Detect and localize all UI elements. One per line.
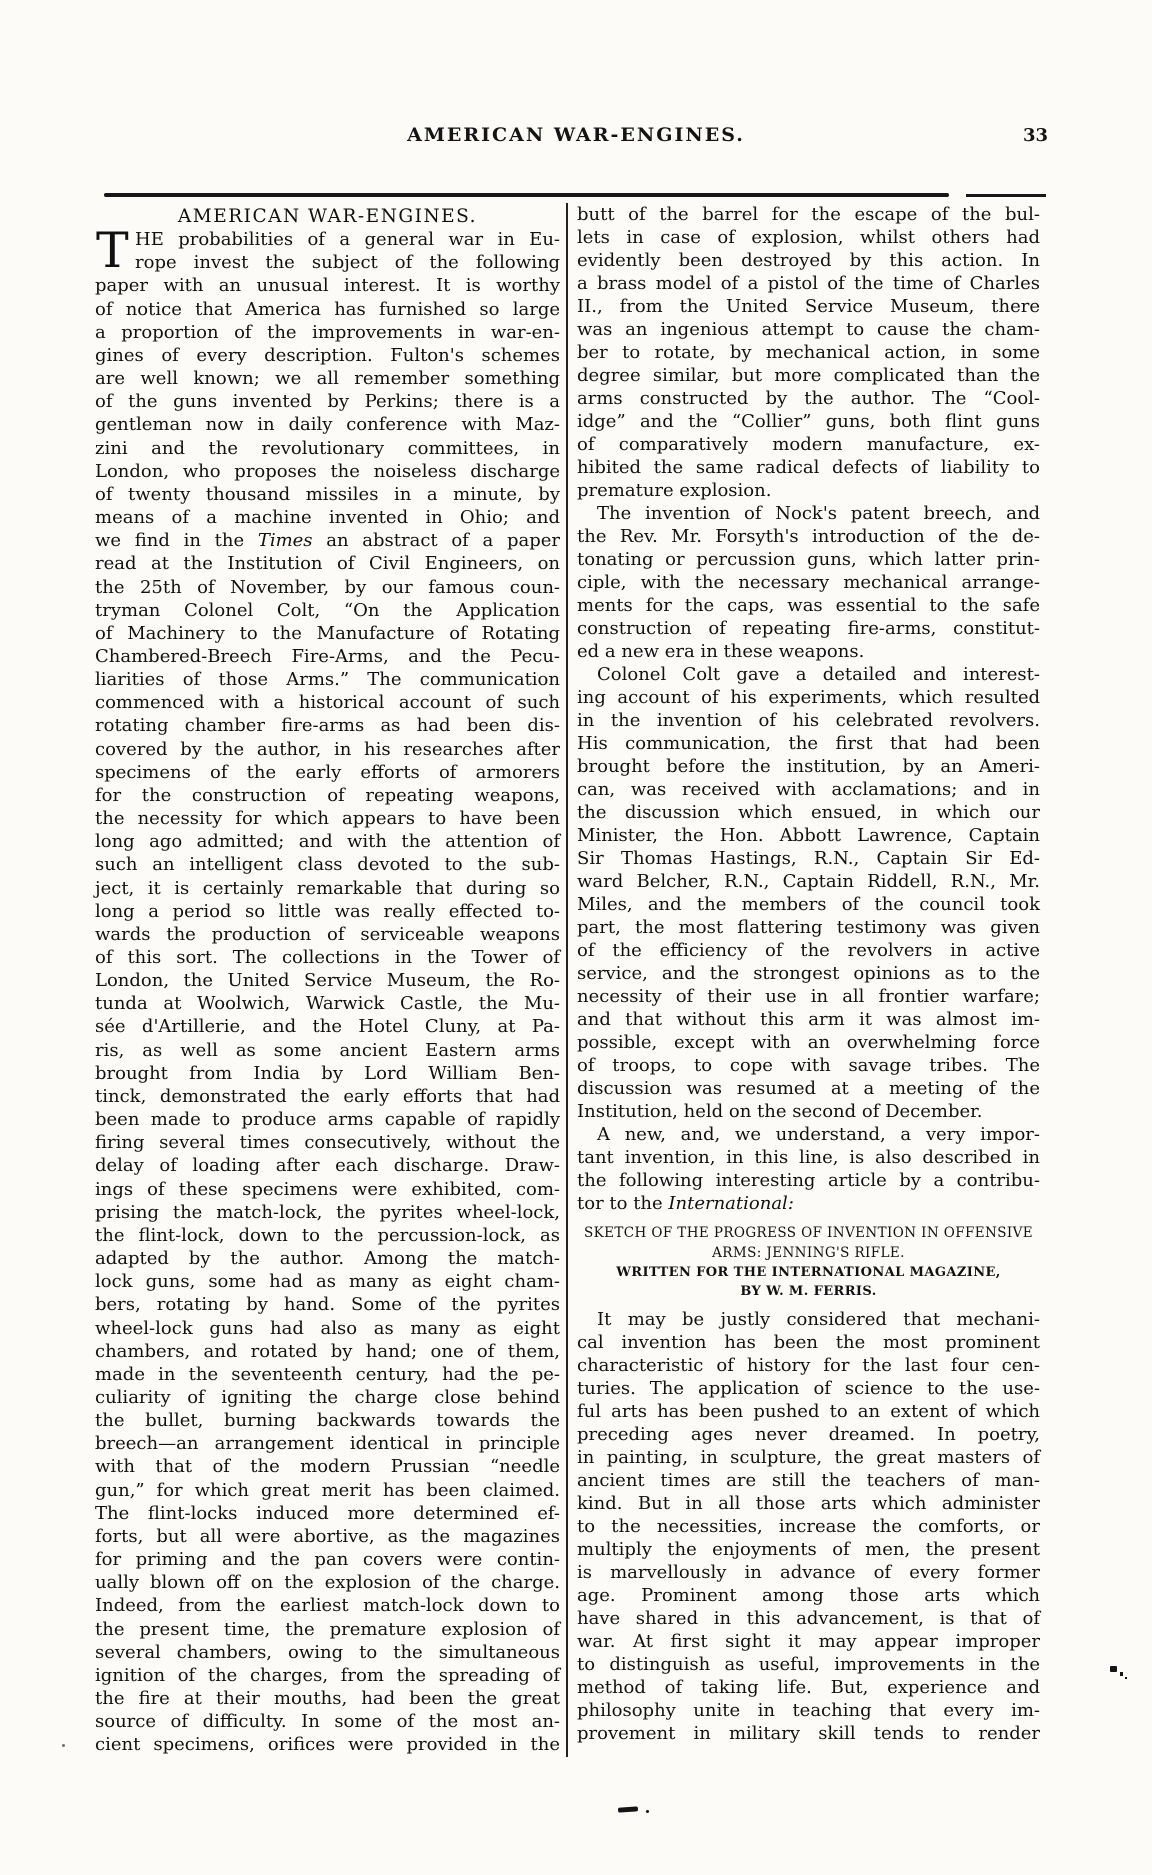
text-line: specimens of the early efforts of armorers [95, 761, 560, 783]
text-line: age. Prominent among those arts which [577, 1585, 1040, 1606]
text-line: lets in case of explosion, whilst others had [577, 227, 1040, 248]
text-line: of notice that America has furnished so large [95, 298, 560, 320]
text-line: cient specimens, orifices were provided in the [95, 1734, 560, 1756]
article-byline [577, 1263, 1040, 1301]
text-line: culiarity of igniting the charge close behind [95, 1386, 560, 1408]
text-line: chambers, and rotated by hand; one of them, [95, 1340, 560, 1362]
text-line: the bullet, burning backwards towards the [95, 1410, 560, 1432]
text-line: sée d'Artillerie, and the Hotel Cluny, at Pa- [95, 1016, 560, 1038]
ink-speck [1110, 1666, 1117, 1672]
text-line: premature explosion. [577, 480, 772, 501]
text-line: Colonel Colt gave a detailed and interest- [597, 664, 1040, 685]
text-line: Indeed, from the earliest match-lock down to [95, 1595, 560, 1617]
text-line: the necessity for which appears to have been [95, 808, 560, 830]
text-line: for priming and the pan covers were contin- [95, 1549, 560, 1571]
text-line: It may be justly considered that mechani- [597, 1309, 1040, 1330]
text-line: can, was received with acclamations; and in [577, 779, 1040, 800]
text-line: The flint-locks induced more determined ef- [95, 1502, 560, 1524]
text-line: arms constructed by the author. The “Cool- [577, 388, 1040, 409]
text-line: brought from India by Lord William Ben- [95, 1062, 560, 1084]
paragraph [95, 222, 560, 1756]
text-line: cal invention has been the most prominent [577, 1332, 1040, 1353]
text-line: brought before the institution, by an Ameri- [577, 756, 1040, 777]
text-line: long ago admitted; and with the attention of [95, 831, 560, 853]
text-line: have shared in this advancement, is that of [577, 1608, 1040, 1629]
paragraph [577, 1123, 1040, 1215]
text-line: such an intelligent class devoted to the sub- [95, 854, 560, 876]
text-line: part, the most flattering testimony was given [577, 917, 1040, 938]
ink-speck [1125, 1677, 1127, 1679]
running-title: AMERICAN WAR-ENGINES. [407, 124, 745, 146]
right-column [577, 203, 1040, 1745]
text-line: rotating chamber fire-arms as had been dis- [95, 715, 560, 737]
paragraph [577, 663, 1040, 1123]
text-line: ancient times are still the teachers of man- [577, 1470, 1040, 1491]
text-line: II., from the United Service Museum, there [577, 296, 1040, 317]
text-line: ings of these specimens were exhibited, com- [95, 1178, 560, 1200]
text-line: A new, and, we understand, a very impor- [597, 1124, 1040, 1145]
text-line: forts, but all were abortive, as the magazines [95, 1525, 560, 1547]
text-line: for the construction of repeating weapons, [95, 784, 560, 806]
text-line: His communication, the first that had been [577, 733, 1040, 754]
text-line: London, who proposes the noiseless discharge [95, 460, 560, 482]
text-line: bers, rotating by hand. Some of the pyrites [95, 1294, 560, 1316]
text-line: construction of repeating fire-arms, constitut- [577, 618, 1040, 639]
text-line: service, and the strongest opinions as to the [577, 963, 1040, 984]
text-line: HE probabilities of a general war in Eu- [135, 229, 560, 251]
text-line: ject, it is certainly remarkable that during so [95, 877, 560, 899]
text-line: long a period so little was really effected to- [95, 900, 560, 922]
text-line: ually blown off on the explosion of the charge. [95, 1572, 560, 1594]
text-line: BY W. M. FERRIS. [740, 1284, 877, 1299]
header-rule [104, 193, 949, 197]
text-line: the Rev. Mr. Forsyth's introduction of the de- [577, 526, 1040, 547]
text-line: ing account of his experiments, which resulted [577, 687, 1040, 708]
text-line: gentleman now in daily conference with Maz- [95, 414, 560, 436]
text-line: a proportion of the improvements in war-en- [95, 321, 560, 343]
text-line: idge” and the “Collier” guns, both flint guns [577, 411, 1040, 432]
text-line: read at the Institution of Civil Engineers, on [95, 553, 560, 575]
text-line: degree similar, but more complicated than the [577, 365, 1040, 386]
text-line: adapted by the author. Among the match- [95, 1248, 560, 1270]
text-line: a brass model of a pistol of the time of Charles [577, 273, 1040, 294]
text-line: paper with an unusual interest. It is worthy [95, 275, 560, 297]
text-line: tonating or percussion guns, which latter prin- [577, 549, 1040, 570]
text-line: breech—an arrangement identical in principle [95, 1433, 560, 1455]
text-line: hibited the same radical defects of liability to [577, 457, 1040, 478]
ink-smudge [618, 1806, 638, 1812]
text-line: of twenty thousand missiles in a minute, by [95, 483, 560, 505]
text-line: ments for the caps, was essential to the safe [577, 595, 1040, 616]
drop-cap: T [96, 222, 129, 280]
text-line: wheel-lock guns had also as many as eight [95, 1317, 560, 1339]
text-line: is marvellously in advance of every former [577, 1562, 1040, 1583]
text-line: covered by the author, in his researches after [95, 738, 560, 760]
text-line: with that of the modern Prussian “needle [95, 1456, 560, 1478]
text-line: Chambered-Breech Fire-Arms, and the Pecu- [95, 645, 560, 667]
text-line: discussion was resumed at a meeting of the [577, 1078, 1040, 1099]
text-line: multiply the enjoyments of men, the present [577, 1539, 1040, 1560]
text-line: and that without this arm it was almost im- [577, 1009, 1040, 1030]
text-line: to the necessities, increase the comforts, or [577, 1516, 1040, 1537]
paragraph [577, 1308, 1040, 1745]
text-line: made in the seventeenth century, had the pe- [95, 1363, 560, 1385]
text-line: was an ingenious attempt to cause the cham- [577, 319, 1040, 340]
text-line: lock guns, some had as many as eight cham- [95, 1271, 560, 1293]
text-line: tryman Colonel Colt, “On the Application [95, 599, 560, 621]
text-line: characteristic of history for the last four cen- [577, 1355, 1040, 1376]
text-line: source of difficulty. In some of the most an- [95, 1711, 560, 1733]
article-title [577, 1224, 1040, 1263]
text-line: The invention of Nock's patent breech, and [597, 503, 1040, 524]
text-line: we find in the Times an abstract of a paper [95, 530, 560, 552]
text-line: AMERICAN WAR-ENGINES. [177, 206, 478, 227]
text-line: ber to rotate, by mechanical action, in some [577, 342, 1040, 363]
text-line: gun,” for which great merit has been claimed. [95, 1479, 560, 1501]
text-line: to distinguish as useful, improvements in the [577, 1654, 1040, 1675]
text-line: ris, as well as some ancient Eastern arms [95, 1039, 560, 1061]
text-line: means of a machine invented in Ohio; and [95, 507, 560, 529]
text-line: the fire at their mouths, had been the great [95, 1688, 560, 1709]
column-divider-rule [566, 203, 568, 1757]
text-line: Institution, held on the second of December. [577, 1101, 983, 1122]
left-column [95, 205, 560, 1756]
text-line: kind. But in all those arts which administer [577, 1493, 1040, 1514]
text-line: tant invention, in this line, is also described in [577, 1147, 1040, 1168]
text-line: ciple, with the necessary mechanical arrange- [577, 572, 1040, 593]
col-heading [95, 205, 560, 228]
text-line: WRITTEN FOR THE INTERNATIONAL MAGAZINE, [616, 1265, 1001, 1280]
text-line: the discussion which ensued, in which our [577, 802, 1040, 823]
text-line: ed a new era in these weapons. [577, 641, 865, 662]
paragraph [577, 502, 1040, 663]
text-line: possible, except with an overwhelming force [577, 1032, 1040, 1053]
text-line: of the guns invented by Perkins; there is a [95, 391, 560, 413]
ink-dot [646, 1810, 649, 1813]
text-line: turies. The application of science to the use- [577, 1378, 1040, 1399]
text-line: butt of the barrel for the escape of the bul- [577, 204, 1040, 225]
text-line: SKETCH OF THE PROGRESS OF INVENTION IN OFFENSIVE [584, 1225, 1033, 1241]
text-line: evidently been destroyed by this action. In [577, 250, 1040, 271]
text-line: tor to the International: [577, 1193, 794, 1214]
text-line: of the efficiency of the revolvers in active [577, 940, 1040, 961]
text-line: delay of loading after each discharge. Draw- [95, 1155, 560, 1177]
text-line: tunda at Woolwich, Warwick Castle, the Mu- [95, 993, 560, 1015]
text-line: firing several times consecutively, without the [95, 1132, 560, 1154]
text-line: ARMS: JENNING'S RIFLE. [712, 1244, 905, 1261]
text-line: London, the United Service Museum, the Ro- [95, 970, 560, 992]
text-line: of troops, to cope with savage tribes. The [577, 1055, 1040, 1076]
text-line: Minister, the Hon. Abbott Lawrence, Captain [577, 825, 1040, 846]
text-line: war. At first sight it may appear improper [577, 1631, 1040, 1652]
text-line: wards the production of serviceable weapons [95, 923, 560, 945]
text-line: of Machinery to the Manufacture of Rotating [95, 622, 560, 644]
ink-speck [1120, 1672, 1123, 1676]
text-line: prising the match-lock, the pyrites wheel-lock, [95, 1201, 560, 1223]
text-line: in the invention of his celebrated revolvers. [577, 710, 1040, 731]
text-line: preceding ages never dreamed. In poetry, [577, 1424, 1040, 1445]
ink-speck [62, 1744, 65, 1747]
text-line: the 25th of November, by our famous coun- [95, 576, 560, 598]
text-line: rope invest the subject of the following [135, 252, 560, 274]
text-line: zini and the revolutionary committees, in [95, 437, 560, 459]
text-line: of this sort. The collections in the Tower of [95, 947, 560, 968]
text-line: ful arts has been pushed to an extent of which [577, 1401, 1040, 1422]
paragraph [577, 203, 1040, 502]
text-line: ward Belcher, R.N., Captain Riddell, R.N., Mr. [577, 871, 1040, 892]
text-line: gines of every description. Fulton's schemes [95, 344, 560, 366]
text-line: tinck, demonstrated the early efforts that had [95, 1085, 560, 1107]
text-line: in painting, in sculpture, the great masters of [577, 1447, 1040, 1468]
text-line: ignition of the charges, from the spreading of [95, 1664, 560, 1686]
text-line: necessity of their use in all frontier warfare; [577, 986, 1040, 1007]
text-line: commenced with a historical account of such [95, 692, 560, 714]
text-line: the present time, the premature explosion of [95, 1618, 560, 1640]
text-line: the flint-lock, down to the percussion-lock, as [95, 1224, 560, 1246]
page-number: 33 [1022, 125, 1048, 146]
text-line: are well known; we all remember something [95, 368, 560, 390]
text-line: several chambers, owing to the simultaneous [95, 1641, 560, 1663]
text-line: liarities of those Arms.” The communication [95, 669, 560, 691]
text-line: of comparatively modern manufacture, ex- [577, 434, 1040, 455]
text-line: been made to produce arms capable of rapidly [95, 1109, 560, 1131]
text-line: provement in military skill tends to render [577, 1723, 1040, 1744]
text-line: philosophy unite in teaching that every im- [577, 1700, 1040, 1721]
text-line: Sir Thomas Hastings, R.N., Captain Sir Ed- [577, 848, 1040, 869]
text-line: Miles, and the members of the council took [577, 894, 1040, 915]
header-rule-short [966, 194, 1046, 197]
text-line: the following interesting article by a contribu- [577, 1170, 1040, 1191]
text-line: method of taking life. But, experience and [577, 1677, 1040, 1698]
